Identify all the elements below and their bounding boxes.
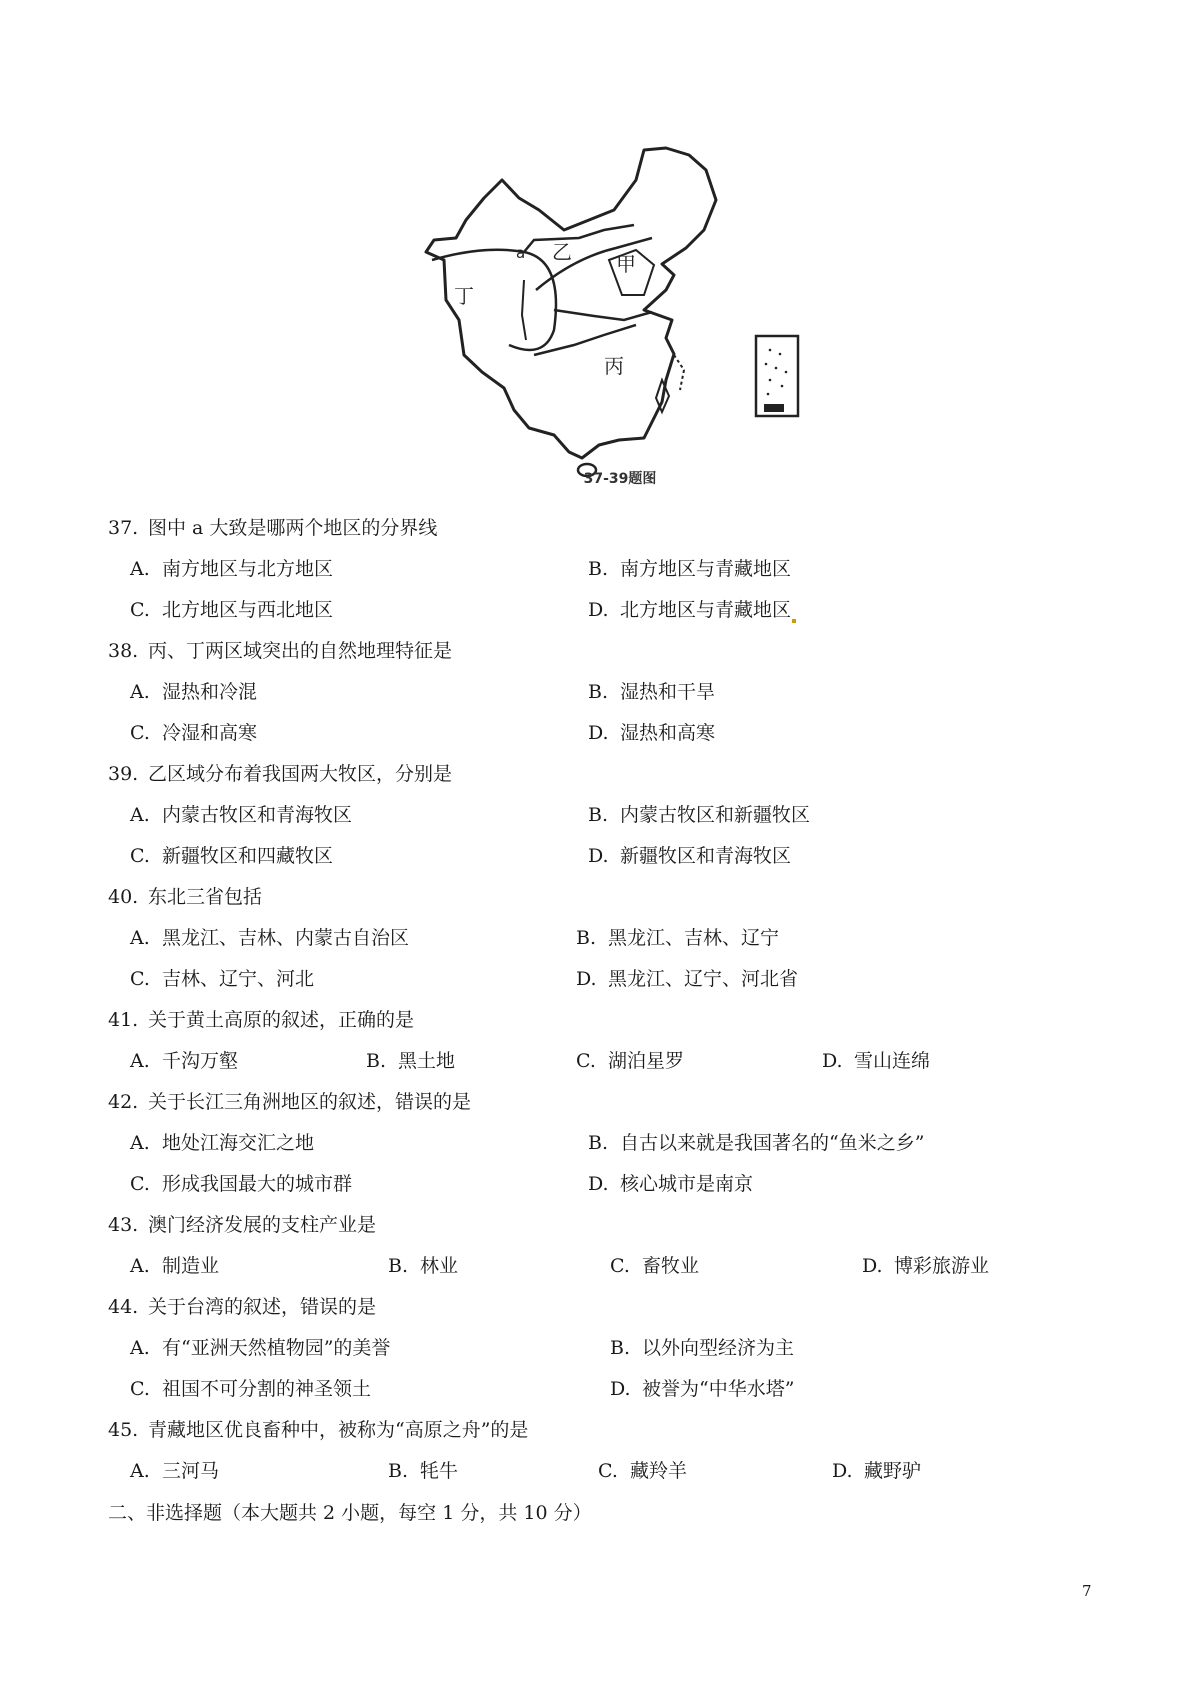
- option-37-a[interactable]: A. 南方地区与北方地区: [130, 558, 334, 580]
- question-text: 东北三省包括: [148, 886, 263, 908]
- map-figure: [404, 140, 836, 490]
- line-label-a: a: [516, 244, 526, 262]
- scan-mark: [792, 619, 796, 623]
- question-40: [108, 884, 262, 910]
- question-number: 45.: [108, 1419, 139, 1441]
- option-39-a[interactable]: A. 内蒙古牧区和青海牧区: [130, 804, 353, 826]
- page-number: 7: [1082, 1582, 1092, 1600]
- option-44-c[interactable]: C. 祖国不可分割的神圣领土: [130, 1378, 372, 1400]
- option-45-c[interactable]: C. 藏羚羊: [598, 1460, 688, 1482]
- option-43-c[interactable]: C. 畜牧业: [610, 1255, 700, 1277]
- option-38-a[interactable]: A. 湿热和冷混: [130, 681, 258, 703]
- region-label-bing: 丙: [604, 354, 624, 378]
- option-39-d[interactable]: D. 新疆牧区和青海牧区: [588, 845, 792, 867]
- option-38-c[interactable]: C. 冷湿和高寒: [130, 722, 258, 744]
- option-41-a[interactable]: A. 千沟万壑: [130, 1050, 239, 1072]
- question-37: [108, 515, 437, 541]
- question-number: 40.: [108, 886, 139, 908]
- option-42-a[interactable]: A. 地处江海交汇之地: [130, 1132, 315, 1154]
- option-39-b[interactable]: B. 内蒙古牧区和新疆牧区: [588, 804, 811, 826]
- option-40-d[interactable]: D. 黑龙江、辽宁、河北省: [576, 968, 799, 990]
- option-45-d[interactable]: D. 藏野驴: [832, 1460, 922, 1482]
- option-42-c[interactable]: C. 形成我国最大的城市群: [130, 1173, 353, 1195]
- question-number: 37.: [108, 517, 139, 539]
- option-44-a[interactable]: A. 有“亚洲天然植物园”的美誉: [130, 1337, 391, 1359]
- question-44: [108, 1294, 376, 1320]
- question-text: 关于台湾的叙述，错误的是: [148, 1296, 377, 1318]
- option-42-b[interactable]: B. 自古以来就是我国著名的“鱼米之乡”: [588, 1132, 925, 1154]
- question-39: [108, 761, 452, 787]
- option-45-a[interactable]: A. 三河马: [130, 1460, 220, 1482]
- option-41-d[interactable]: D. 雪山连绵: [822, 1050, 931, 1072]
- question-text: 关于长江三角洲地区的叙述，错误的是: [148, 1091, 472, 1113]
- figure-caption: 37-39题图: [583, 471, 657, 487]
- option-37-d[interactable]: D. 北方地区与青藏地区: [588, 597, 796, 623]
- option-41-b[interactable]: B. 黑土地: [366, 1050, 456, 1072]
- region-label-yi: 乙: [552, 240, 572, 264]
- option-37-c[interactable]: C. 北方地区与西北地区: [130, 599, 334, 621]
- question-text: 丙、丁两区域突出的自然地理特征是: [148, 640, 453, 662]
- question-number: 41.: [108, 1009, 139, 1031]
- option-43-d[interactable]: D. 博彩旅游业: [862, 1255, 990, 1277]
- option-40-c[interactable]: C. 吉林、辽宁、河北: [130, 968, 315, 990]
- question-text: 图中 a 大致是哪两个地区的分界线: [148, 517, 438, 539]
- region-label-ding: 丁: [454, 284, 474, 308]
- option-37-b[interactable]: B. 南方地区与青藏地区: [588, 558, 792, 580]
- option-45-b[interactable]: B. 牦牛: [388, 1460, 459, 1482]
- option-44-d[interactable]: D. 被誉为“中华水塔”: [610, 1378, 795, 1400]
- question-number: 43.: [108, 1214, 139, 1236]
- option-44-b[interactable]: B. 以外向型经济为主: [610, 1337, 795, 1359]
- option-38-b[interactable]: B. 湿热和干旱: [588, 681, 716, 703]
- question-text: 澳门经济发展的支柱产业是: [148, 1214, 377, 1236]
- question-38: [108, 638, 452, 664]
- question-number: 39.: [108, 763, 139, 785]
- question-43: [108, 1212, 376, 1238]
- option-40-b[interactable]: B. 黑龙江、吉林、辽宁: [576, 927, 780, 949]
- option-40-a[interactable]: A. 黑龙江、吉林、内蒙古自治区: [130, 927, 410, 949]
- question-text: 乙区域分布着我国两大牧区，分别是: [148, 763, 453, 785]
- question-number: 42.: [108, 1091, 139, 1113]
- question-number: 44.: [108, 1296, 139, 1318]
- option-43-a[interactable]: A. 制造业: [130, 1255, 220, 1277]
- option-41-c[interactable]: C. 湖泊星罗: [576, 1050, 685, 1072]
- question-text: 关于黄土高原的叙述，正确的是: [148, 1009, 415, 1031]
- option-42-d[interactable]: D. 核心城市是南京: [588, 1173, 754, 1195]
- question-number: 38.: [108, 640, 139, 662]
- question-42: [108, 1089, 471, 1115]
- question-text: 青藏地区优良畜种中，被称为“高原之舟”的是: [148, 1419, 529, 1441]
- option-38-d[interactable]: D. 湿热和高寒: [588, 722, 716, 744]
- china-map-outline: [404, 140, 836, 490]
- question-45: [108, 1417, 528, 1443]
- question-41: [108, 1007, 414, 1033]
- option-43-b[interactable]: B. 林业: [388, 1255, 459, 1277]
- option-39-c[interactable]: C. 新疆牧区和四藏牧区: [130, 845, 334, 867]
- section-heading: 二、非选择题（本大题共 2 小题，每空 1 分，共 10 分）: [108, 1502, 592, 1524]
- region-label-jia: 甲: [616, 252, 636, 276]
